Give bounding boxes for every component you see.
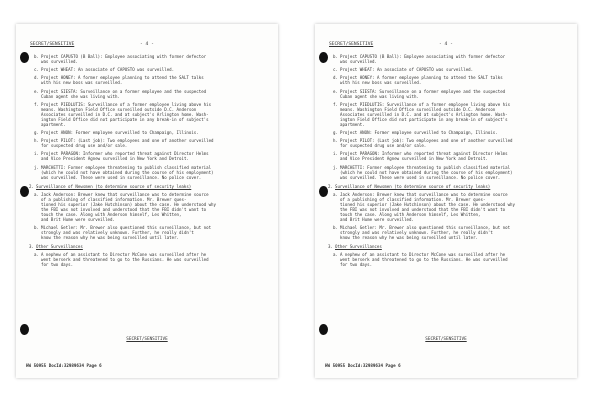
paragraph-label: j. (34, 164, 39, 170)
document-id: HW 50955 DocId:32989634 Page 6 (325, 363, 401, 368)
paragraph (34, 75, 268, 85)
text-line: Michael Getler: Mr. Brewer also questioned this surveillance, but not (340, 224, 511, 230)
section-heading (328, 243, 567, 249)
document-body (29, 54, 268, 270)
paragraph-label: b. (34, 54, 39, 59)
binder-hole-icon (20, 186, 29, 197)
document-id: HW 50955 DocId:32989634 Page 6 (26, 363, 102, 368)
paragraph (34, 89, 268, 99)
text-line: touch the case. Along with Anderson himself, Les Whitten, (41, 211, 182, 217)
text-line: strongly and was relatively unknown. Further, he really didn't (41, 229, 194, 235)
paragraph-text (41, 151, 268, 161)
paragraph (34, 165, 268, 180)
paragraph (333, 138, 567, 148)
text-line: of a publishing of classified information. Mr. Brewer ques- (340, 196, 486, 202)
text-line: ington Field Office did not participate in any break-in of subject's (340, 116, 508, 122)
text-line: was surveilled. These were used in surveillance. No police cover. (41, 174, 202, 180)
paragraph-label: b. (34, 224, 39, 230)
paragraph-text (41, 67, 268, 72)
text-line: with his new boss was surveilled. (340, 80, 422, 86)
paragraph (333, 89, 567, 99)
text-line: Project HONEY: A former employee planning to attend the SALT talks (340, 75, 503, 81)
text-line: Project PIEDLUTIS: Surveillance of a former employee living above his (340, 101, 511, 107)
paragraph (34, 151, 268, 161)
text-line: Project PARAGON: Informer who reported threat against Director Helms (41, 151, 209, 157)
section-number: 2. (29, 183, 34, 189)
paragraph-text (340, 130, 567, 135)
text-line: Project SIESTA: Surveillance on a former employee and the suspected (340, 88, 506, 94)
document-page-right (315, 24, 577, 378)
page-header (30, 42, 268, 50)
paragraph-label: h. (333, 138, 338, 144)
paragraph (333, 75, 567, 85)
paragraph-label: e. (34, 88, 39, 94)
paragraph-text (340, 89, 567, 99)
section-heading (29, 183, 268, 189)
text-line: and Vice President Agnew surveilled in New York and Detroit. (41, 156, 189, 162)
text-line: A nephew of an assistant to Director McCone was surveilled after he (41, 251, 207, 257)
text-line: Project PILOT: (Last job): Two employees and one of another surveilled (340, 138, 513, 144)
text-line: was surveilled. These were used in surveillance. No police cover. (340, 174, 501, 180)
binder-hole-icon (319, 52, 328, 63)
paragraph-label: a. (34, 191, 39, 197)
document-page-left (16, 24, 278, 378)
paragraph-text (340, 252, 567, 267)
paragraph-text (340, 192, 567, 222)
text-line: Project PARAGON: Informer who reported threat against Director Helms (340, 151, 508, 157)
paragraph-label: f. (333, 101, 338, 107)
text-line: ington Field Office did not participate in any break-in of subject's (41, 116, 209, 122)
binder-hole-icon (20, 52, 29, 63)
page-number: - 4 - (439, 42, 453, 47)
text-line: Project SIESTA: Surveillance on a former employee and the suspected (41, 88, 207, 94)
paragraph-label: e. (333, 88, 338, 94)
paragraph (333, 151, 567, 161)
text-line: went berserk and threatened to go to the Russians. He was surveilled (41, 256, 209, 262)
page-header (329, 42, 567, 50)
paragraph (34, 138, 268, 148)
paragraph-label: i. (333, 151, 338, 157)
text-line: means. Washington Field Office surveilled outside D.C. Anderson (340, 106, 496, 112)
paragraph (333, 130, 567, 135)
text-line: MARCHETTI: Former employee threatening to publish classified material (41, 164, 212, 170)
paragraph-label: a. (333, 251, 338, 257)
text-line: know the reason why he was being surveilled until later. (340, 234, 479, 240)
paragraph (34, 67, 268, 72)
classification-header: SECRET/SENSITIVE (30, 42, 75, 47)
paragraph-text (340, 67, 567, 72)
section-title: Other Surveillances (335, 243, 382, 249)
text-line: tioned his superior (Jake Hutchinson) about the case. He understood why (41, 201, 216, 207)
text-line: (which he could not have obtained during the course of his employment) (340, 169, 513, 175)
text-line: Project PIEDLUTIS: Surveillance of a former employee living above his (41, 101, 212, 107)
text-line: strongly and was relatively unknown. Further, he really didn't (340, 229, 493, 235)
text-line: Project PILOT: (Last job): Two employees and one of another surveilled (41, 138, 214, 144)
text-line: know the reason why he was being surveilled until later. (41, 234, 180, 240)
binder-hole-icon (319, 324, 328, 335)
paragraph (333, 54, 567, 64)
paragraph (34, 252, 268, 267)
paragraph (34, 225, 268, 240)
paragraph-text (41, 225, 268, 240)
paragraph-text (41, 54, 268, 64)
paragraph-label: c. (333, 67, 338, 73)
text-line: for two days. (340, 261, 373, 267)
paragraph (333, 102, 567, 127)
text-line: for suspected drug use and/or sale. (340, 143, 427, 149)
classification-footer: SECRET/SENSITIVE (126, 337, 168, 342)
paragraph-label: g. (34, 129, 39, 135)
paragraph-text (340, 138, 567, 148)
paragraph (34, 54, 268, 64)
binder-hole-icon (319, 186, 328, 197)
classification-footer: SECRET/SENSITIVE (425, 337, 467, 342)
text-line: with his new boss was surveilled. (41, 80, 123, 86)
text-line: Project WHEAT: An associate of CAPUSTO was surveilled. (41, 67, 175, 73)
page-number: - 4 - (140, 42, 154, 47)
paragraph-text (340, 225, 567, 240)
text-line: Project HONEY: A former employee planning to attend the SALT talks (41, 75, 204, 81)
text-line: and Brit Hume were surveilled. (340, 216, 414, 222)
paragraph-label: c. (34, 67, 39, 73)
text-line: A nephew of an assistant to Director McCone was surveilled after he (340, 251, 506, 257)
text-line: apartment. (340, 121, 365, 127)
paragraph-text (41, 75, 268, 85)
paragraph-label: f. (34, 101, 39, 107)
text-line: Cuban agent she was living with. (41, 93, 120, 99)
section-title: Surveillance of Newsmen (to determine source of security leaks) (335, 183, 491, 189)
paragraph-text (41, 192, 268, 222)
text-line: Michael Getler: Mr. Brewer also questioned this surveillance, but not (41, 224, 212, 230)
text-line: Project WHEAT: An associate of CAPUSTO was surveilled. (340, 67, 474, 73)
text-line: apartment. (41, 121, 66, 127)
section-number: 3. (328, 243, 333, 249)
document-body (328, 54, 567, 270)
paragraph (333, 252, 567, 267)
text-line: Associates surveilled in D.C. and at subject's Arlington home. Wash- (340, 111, 508, 117)
paragraph-label: a. (34, 251, 39, 257)
paragraph-text (41, 102, 268, 127)
paragraph-label: g. (333, 129, 338, 135)
text-line: for two days. (41, 261, 74, 267)
paragraph-label: d. (34, 75, 39, 81)
paragraph (333, 67, 567, 72)
text-line: Project ANON: Former employee surveilled to Champaign, Illinois. (41, 129, 199, 135)
paragraph (333, 192, 567, 222)
binder-hole-icon (20, 324, 29, 335)
text-line: touch the case. Along with Anderson himself, Les Whitten, (340, 211, 481, 217)
text-line: Jack Anderson: Brewer knew that surveillance was to determine source (41, 191, 209, 197)
text-line: (which he could not have obtained during the course of his employment) (41, 169, 214, 175)
text-line: means. Washington Field Office surveilled outside D.C. Anderson (41, 106, 197, 112)
paragraph (333, 225, 567, 240)
paragraph-text (41, 138, 268, 148)
section-number: 3. (29, 243, 34, 249)
paragraph-text (340, 102, 567, 127)
text-line: for suspected drug use and/or sale. (41, 143, 128, 149)
paragraph (34, 192, 268, 222)
paragraph-text (41, 89, 268, 99)
paragraph (34, 102, 268, 127)
paragraph-label: b. (333, 224, 338, 230)
section-title: Surveillance of Newsmen (to determine source of security leaks) (36, 183, 192, 189)
text-line: was surveilled. (340, 59, 377, 64)
paragraph-label: b. (333, 54, 338, 59)
section-heading (328, 183, 567, 189)
text-line: MARCHETTI: Former employee threatening to publish classified material (340, 164, 511, 170)
paragraph-text (41, 165, 268, 180)
paragraph-label: h. (34, 138, 39, 144)
text-line: Associates surveilled in D.C. and at subject's Arlington home. Wash- (41, 111, 209, 117)
paragraph-label: a. (333, 191, 338, 197)
text-line: tioned his superior (Jake Hutchinson) about the case. He understood why (340, 201, 515, 207)
text-line: Project CAPUSTO (B Ball): Employee associating with former defector (340, 54, 506, 59)
text-line: went berserk and threatened to go to the Russians. He was surveilled (340, 256, 508, 262)
paragraph-label: i. (34, 151, 39, 157)
text-line: Jack Anderson: Brewer knew that surveillance was to determine source (340, 191, 508, 197)
text-line: the FBI was not involved and understood that the FBI didn't want to (340, 206, 506, 212)
paragraph-label: j. (333, 164, 338, 170)
paragraph-text (340, 151, 567, 161)
text-line: Cuban agent she was living with. (340, 93, 419, 99)
text-line: of a publishing of classified information. Mr. Brewer ques- (41, 196, 187, 202)
text-line: and Brit Hume were surveilled. (41, 216, 115, 222)
paragraph-text (340, 165, 567, 180)
classification-header: SECRET/SENSITIVE (329, 42, 374, 47)
paragraph-label: d. (333, 75, 338, 81)
section-title: Other Surveillances (36, 243, 83, 249)
paragraph-text (41, 252, 268, 267)
paragraph (34, 130, 268, 135)
section-heading (29, 243, 268, 249)
section-number: 2. (328, 183, 333, 189)
text-line: Project ANON: Former employee surveilled to Champaign, Illinois. (340, 129, 498, 135)
paragraph-text (340, 54, 567, 64)
text-line: and Vice President Agnew surveilled in New York and Detroit. (340, 156, 488, 162)
paragraph-text (41, 130, 268, 135)
text-line: Project CAPUSTO (B Ball): Employee associating with former defector (41, 54, 207, 59)
text-line: was surveilled. (41, 59, 78, 64)
paragraph (333, 165, 567, 180)
paragraph-text (340, 75, 567, 85)
text-line: the FBI was not involved and understood that the FBI didn't want to (41, 206, 207, 212)
